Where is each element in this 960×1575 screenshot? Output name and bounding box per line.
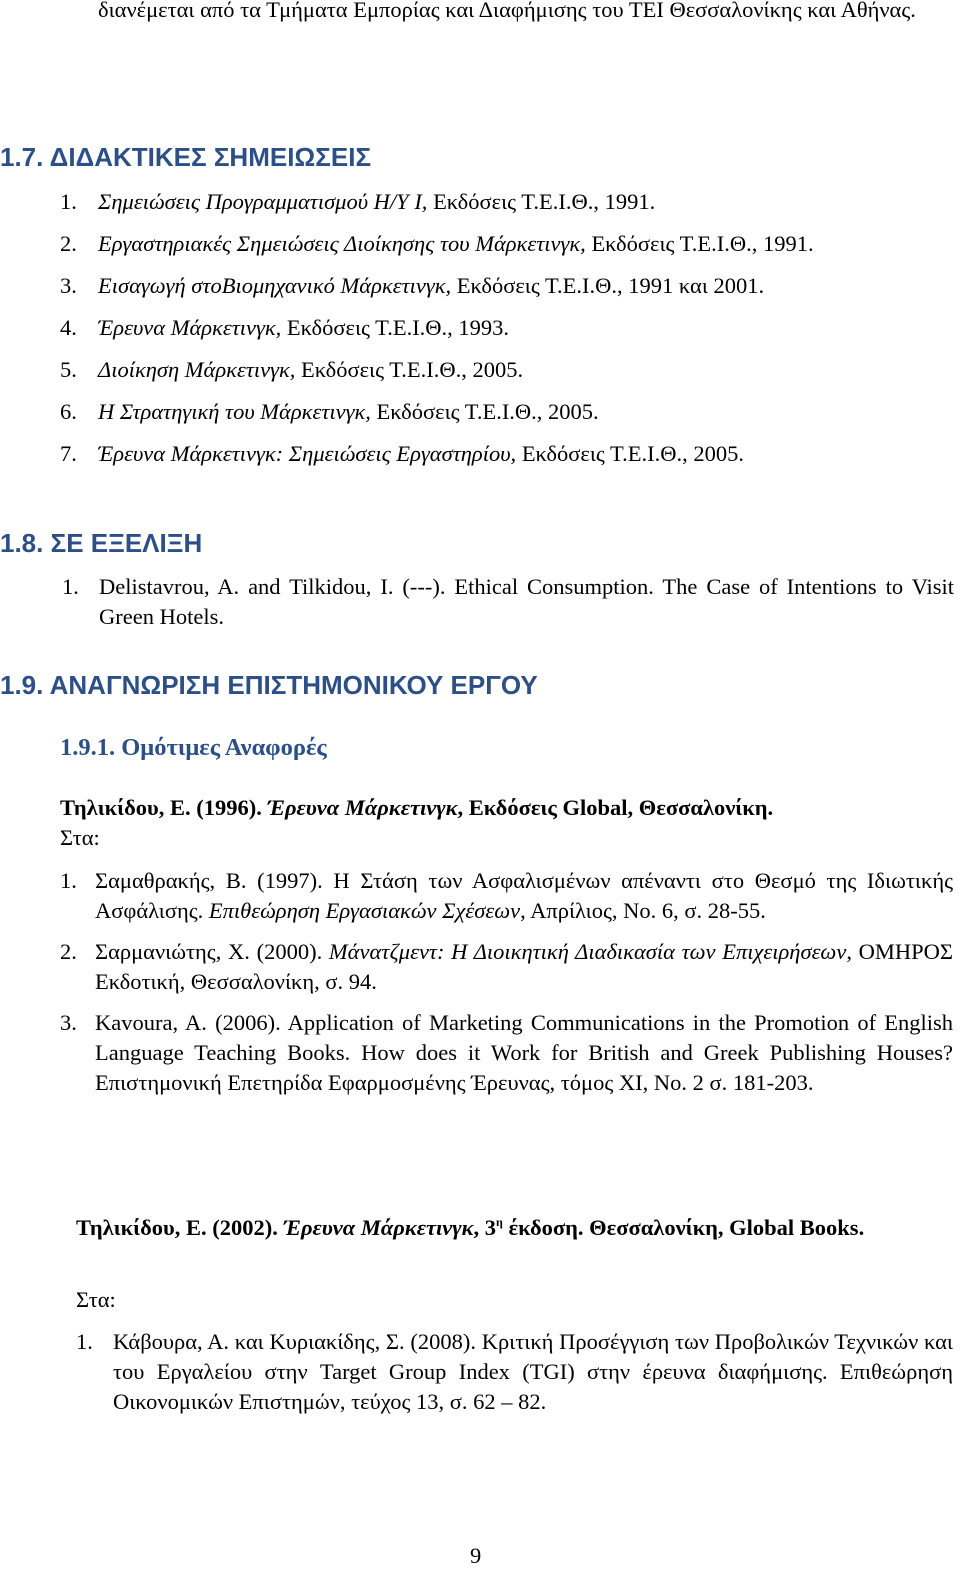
list-number: 1. — [62, 574, 79, 599]
section-191-subheading: 1.9.1. Ομότιμες Αναφορές — [60, 734, 327, 761]
citing-list-1 — [60, 866, 953, 1098]
list-number: 1. — [76, 1329, 93, 1354]
item-title: Η Στρατηγική του Μάρκετινγκ, — [98, 399, 371, 424]
item-details: Εκδόσεις Τ.Ε.Ι.Θ., 2005. — [295, 357, 524, 382]
cited-work-title: Έρευνα Μάρκετινγκ — [283, 1215, 474, 1240]
list-item — [60, 397, 940, 439]
list-item — [60, 1008, 953, 1098]
list-number: 6. — [60, 399, 77, 424]
list-number: 1. — [60, 189, 77, 214]
citing-text: Σαμαθρακής, Β. (1997). Η Στάση των Ασφαλισμένων απέναντι στο Θεσμό της Ιδιωτικής Ασφάλισης. — [95, 868, 953, 923]
list-number: 1. — [60, 868, 77, 893]
list-item — [60, 355, 940, 397]
cited-work-title: Έρευνα Μάρκετινγκ — [267, 795, 458, 820]
list-number: 4. — [60, 315, 77, 340]
list-number: 3. — [60, 1010, 77, 1035]
list-item — [76, 1327, 953, 1417]
citing-book-title: Μάνατζμεντ: Η Διοικητική Διαδικασία των Επιχειρήσεων — [328, 939, 847, 964]
list-item — [60, 439, 940, 481]
cited-work-publisher: έκδοση. Θεσσαλονίκη, Global Books. — [502, 1215, 865, 1240]
cited-in-label: Στα: — [76, 1287, 116, 1312]
list-number: 2. — [60, 939, 77, 964]
cited-work-author: Τηλικίδου, Ε. (1996). — [60, 795, 268, 820]
list-number: 2. — [60, 231, 77, 256]
intro-text: διανέμεται από τα Τμήματα Εμπορίας και Διαφήμισης του ΤΕΙ Θεσσαλονίκης και Αθήνας. — [98, 0, 916, 22]
cited-in-label: Στα: — [60, 825, 100, 850]
section-18-list — [62, 572, 954, 632]
citing-details: , ΟΜΗΡΟΣ Εκδοτική, Θεσσαλονίκη, σ. 94. — [95, 939, 953, 994]
list-item — [60, 229, 940, 271]
list-item — [60, 866, 953, 926]
item-title: Έρευνα Μάρκετινγκ, — [98, 315, 282, 340]
list-item — [60, 937, 953, 997]
section-17-list — [60, 187, 940, 481]
citing-text: Κάβουρα, Α. και Κυριακίδης, Σ. (2008). Κριτική Προσέγγιση των Προβολικών Τεχνικών και του Εργαλείου στην Target Group Index (TGI) στην έρευνα διαφήμισης. Επιθεώρηση Οικονομικών Επιστημών, τεύχος 13, σ. 62 – 82. — [113, 1329, 953, 1414]
list-item — [60, 187, 940, 229]
cited-work-publisher: , Εκδόσεις Global, Θεσσαλονίκη. — [457, 795, 774, 820]
section-19-heading: 1.9. ΑΝΑΓΝΩΡΙΣΗ ΕΠΙΣΤΗΜΟΝΙΚΟΥ ΕΡΓΟΥ — [0, 670, 538, 700]
item-details: Εκδόσεις Τ.Ε.Ι.Θ., 1991. — [427, 189, 656, 214]
list-number: 3. — [60, 273, 77, 298]
edition-superscript: η — [496, 1215, 503, 1229]
section-18-heading: 1.8. ΣΕ ΕΞΕΛΙΞΗ — [0, 528, 203, 558]
citing-text: Kavoura, A. (2006). Application of Marketing Communications in the Promotion of English Language Teaching Books. How does it Work for British and Greek Publishing Houses? Επιστημονική Επετηρίδα Εφαρμοσμένης Έρευνας, τόμος ΧΙ, No. 2 σ. 181-203. — [95, 1010, 953, 1095]
cited-work-1 — [60, 793, 950, 823]
list-number: 7. — [60, 441, 77, 466]
item-title: Εισαγωγή στοΒιομηχανικό Μάρκετινγκ, — [98, 273, 452, 298]
item-details: Εκδόσεις Τ.Ε.Ι.Θ., 1991. — [585, 231, 814, 256]
cited-work-edition: , 3 — [473, 1215, 497, 1240]
page-number: 9 — [470, 1543, 482, 1568]
item-details: Εκδόσεις Τ.Ε.Ι.Θ., 2005. — [370, 399, 599, 424]
item-title: Διοίκηση Μάρκετινγκ, — [98, 357, 296, 382]
item-details: Εκδόσεις Τ.Ε.Ι.Θ., 1993. — [281, 315, 510, 340]
citing-journal: Επιθεώρηση Εργασιακών Σχέσεων — [208, 898, 521, 923]
item-title: Έρευνα Μάρκετινγκ: Σημειώσεις Εργαστηρίου, — [98, 441, 517, 466]
cited-work-author: Τηλικίδου, Ε. (2002). — [76, 1215, 284, 1240]
section-17-heading: 1.7. ΔΙΔΑΚΤΙΚΕΣ ΣΗΜΕΙΩΣΕΙΣ — [0, 142, 372, 172]
in-progress-entry: Delistavrou, A. and Tilkidou, I. (---). Ethical Consumption. The Case of Intentions to Visit Green Hotels. — [99, 574, 954, 629]
citing-list-2 — [76, 1327, 953, 1417]
item-details: Εκδόσεις Τ.Ε.Ι.Θ., 2005. — [516, 441, 744, 466]
citing-text: Σαρμανιώτης, Χ. (2000). — [95, 939, 329, 964]
item-title: Εργαστηριακές Σημειώσεις Διοίκησης του Μάρκετινγκ, — [98, 231, 586, 256]
intro-paragraph — [98, 0, 954, 25]
cited-work-2 — [76, 1213, 953, 1243]
list-number: 5. — [60, 357, 77, 382]
list-item — [60, 313, 940, 355]
list-item — [60, 271, 940, 313]
citing-details: , Απρίλιος, No. 6, σ. 28-55. — [520, 898, 766, 923]
item-title: Σημειώσεις Προγραμματισμού Η/Υ Ι, — [98, 189, 428, 214]
item-details: Εκδόσεις Τ.Ε.Ι.Θ., 1991 και 2001. — [451, 273, 765, 298]
